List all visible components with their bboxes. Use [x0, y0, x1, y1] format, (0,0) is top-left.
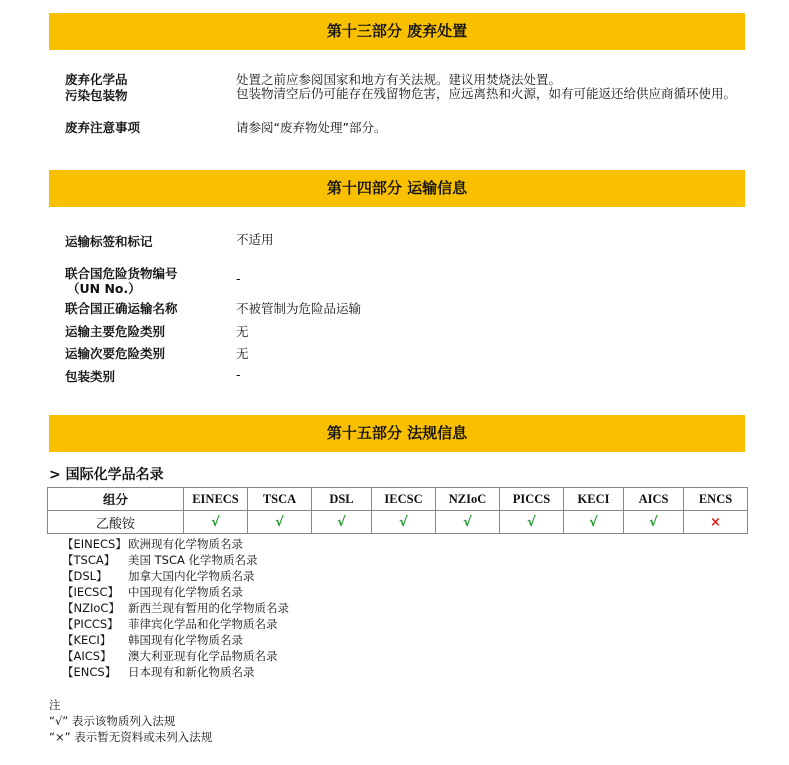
inventory-table [47, 487, 748, 534]
legend-desc: 中国现有化学物质名录 [128, 585, 243, 599]
nzioc-check-icon: √ [436, 511, 500, 534]
header-iecsc: IECSC [372, 488, 436, 511]
inventory-header-row [48, 488, 748, 511]
piccs-check-icon: √ [500, 511, 564, 534]
disposal-notes-value: 请参阅“废弃物处理”部分。 [236, 120, 387, 135]
legend-item [62, 536, 289, 552]
shipping-name-label: 联合国正确运输名称 [65, 301, 178, 316]
contaminated-packaging-label: 污染包装物 [65, 88, 128, 103]
inventory-legend [62, 536, 289, 680]
notes-heading: 注 [49, 698, 61, 712]
un-number-sublabel: （UN No.） [67, 281, 141, 296]
shipping-name-value: 不被管制为危险品运输 [236, 301, 362, 316]
secondary-hazard-label: 运输次要危险类别 [65, 346, 166, 361]
legend-desc: 加拿大国内化学物质名录 [128, 569, 255, 583]
header-einecs: EINECS [184, 488, 248, 511]
keci-check-icon: √ [564, 511, 624, 534]
header-keci: KECI [564, 488, 624, 511]
header-tsca: TSCA [248, 488, 312, 511]
einecs-check-icon: √ [184, 511, 248, 534]
inventory-subheading: > 国际化学品名录 [49, 467, 164, 483]
legend-code: 【NZIoC】 [62, 601, 120, 615]
note-cross: “×” 表示暂无资料或未列入法规 [49, 730, 213, 744]
component-name: 乙酸铵 [48, 511, 184, 534]
header-piccs: PICCS [500, 488, 564, 511]
legend-code: 【IECSC】 [62, 585, 120, 599]
primary-hazard-value: 无 [236, 324, 249, 339]
waste-chemical-value: 处置之前应参阅国家和地方有关法规。建议用焚烧法处置。 [236, 72, 562, 87]
legend-item [62, 584, 289, 600]
note-check: “√” 表示该物质列入法规 [49, 714, 176, 728]
legend-code: 【ENCS】 [62, 665, 117, 679]
legend-desc: 欧洲现有化学物质名录 [128, 537, 243, 551]
section-15-banner: 第十五部分 法规信息 [49, 415, 745, 452]
header-aics: AICS [624, 488, 684, 511]
packing-group-label: 包装类别 [65, 369, 116, 384]
table-row [48, 511, 748, 534]
legend-item [62, 568, 289, 584]
header-dsl: DSL [312, 488, 372, 511]
disposal-notes-label: 废弃注意事项 [65, 120, 141, 135]
legend-desc: 美国 TSCA 化学物质名录 [128, 553, 258, 567]
aics-check-icon: √ [624, 511, 684, 534]
legend-desc: 韩国现有化学物质名录 [128, 633, 243, 647]
legend-item [62, 616, 289, 632]
dsl-check-icon: √ [312, 511, 372, 534]
un-number-label: 联合国危险货物编号 [65, 266, 178, 281]
notes [49, 697, 212, 745]
header-encs: ENCS [684, 488, 748, 511]
legend-desc: 澳大利亚现有化学品物质名录 [128, 649, 278, 663]
waste-chemical-label: 废弃化学品 [65, 72, 128, 87]
header-component: 组分 [48, 488, 184, 511]
legend-code: 【KECI】 [62, 633, 112, 647]
legend-item [62, 632, 289, 648]
encs-cross-icon: × [684, 511, 748, 534]
primary-hazard-label: 运输主要危险类别 [65, 324, 166, 339]
legend-desc: 新西兰现有暂用的化学物质名录 [128, 601, 289, 615]
legend-desc: 菲律宾化学品和化学物质名录 [128, 617, 278, 631]
header-nzioc: NZIoC [436, 488, 500, 511]
secondary-hazard-value: 无 [236, 346, 249, 361]
transport-label-label: 运输标签和标记 [65, 234, 153, 249]
legend-item [62, 600, 289, 616]
legend-item [62, 664, 289, 680]
legend-desc: 日本现有和新化物质名录 [128, 665, 255, 679]
legend-code: 【PICCS】 [62, 617, 119, 631]
legend-code: 【TSCA】 [62, 553, 116, 567]
contaminated-packaging-value: 包装物清空后仍可能存在残留物危害，应远离热和火源，如有可能返还给供应商循环使用。 [236, 86, 737, 101]
legend-code: 【AICS】 [62, 649, 112, 663]
packing-group-value: - [236, 367, 241, 382]
transport-label-value: 不适用 [236, 232, 274, 247]
section-14-banner: 第十四部分 运输信息 [49, 170, 745, 207]
section-13-banner: 第十三部分 废弃处置 [49, 13, 745, 50]
iecsc-check-icon: √ [372, 511, 436, 534]
legend-code: 【DSL】 [62, 569, 108, 583]
legend-item [62, 648, 289, 664]
legend-code: 【EINECS】 [62, 537, 127, 551]
un-number-value: - [236, 271, 241, 286]
tsca-check-icon: √ [248, 511, 312, 534]
legend-item [62, 552, 289, 568]
